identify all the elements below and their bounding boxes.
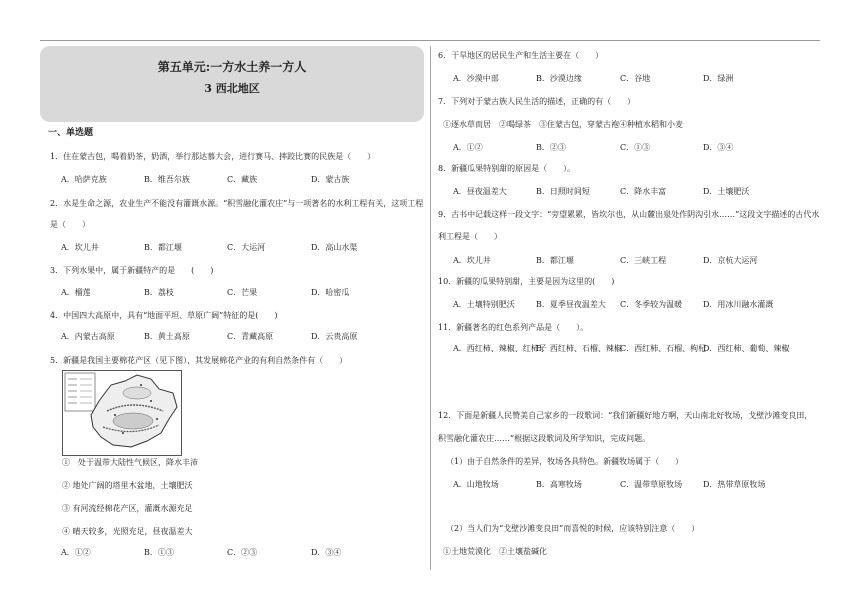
answer-option: A．坎儿井 — [453, 256, 491, 265]
answer-option: A．沙漠中部 — [453, 74, 499, 83]
answer-option: A．山地牧场 — [453, 480, 499, 489]
answer-option: B．荔枝 — [144, 288, 174, 297]
answer-option: B．②③ — [536, 143, 566, 152]
answer-option: D．土壤肥沃 — [703, 187, 750, 196]
answer-option: D．西红柿、葡萄、辣椒 — [703, 344, 790, 353]
top-rule — [40, 40, 820, 41]
question-text: 3．下列水果中，属于新疆特产的是 ( ) — [50, 266, 214, 275]
question-text: 积雪融化灌农庄……”根据这段歌词及所学知识，完成问题。 — [438, 434, 651, 443]
answer-option: C．降水丰富 — [620, 187, 667, 196]
answer-option: B．夏季昼夜温差大 — [536, 300, 606, 309]
statement-text: ③ 有河流经棉花产区，灌溉水源充足 — [62, 504, 193, 513]
answer-option: A．①② — [453, 143, 483, 152]
question-text: 10．新疆的瓜果特别甜，主要是因为这里的( ) — [438, 277, 615, 286]
question-text: 2．水是生命之源，农业生产不能没有灌溉水源。“积雪融化灌农庄”与一项著名的水利工程有关，这项工程 — [50, 199, 424, 208]
statement-text: ② 地处广阔的塔里木盆地，土壤肥沃 — [62, 481, 193, 490]
answer-option: C．大运河 — [227, 243, 266, 252]
answer-option: C．①③ — [620, 143, 651, 152]
question-text: 4．中国四大高原中，具有“地面平坦、草原广阔”特征的是( ) — [50, 311, 278, 320]
answer-option: B．黄土高原 — [144, 332, 190, 341]
answer-option: C．谷地 — [620, 74, 651, 83]
answer-option: D．绿洲 — [703, 74, 734, 83]
answer-option: A．哈萨克族 — [61, 175, 107, 184]
map-icon — [63, 371, 181, 455]
page-title: 第五单元:一方水土养一方人 — [157, 60, 307, 74]
question-text: ①逐水草而居 ②喝绿茶 ③住蒙古包，穿蒙古袍④种植水稻和小麦 — [443, 120, 683, 129]
answer-option: C．三峡工程 — [620, 256, 667, 265]
answer-option: B．都江堰 — [144, 243, 182, 252]
answer-option: B．西红柿、石榴、辣椒 — [536, 344, 622, 353]
answer-option: A．坎儿井 — [61, 243, 99, 252]
question-text: 5．新疆是我国主要棉花产区（见下图），其发展棉花产业的有利自然条件有（ ） — [50, 356, 348, 365]
answer-option: A．榴莲 — [61, 288, 91, 297]
answer-option: A．土壤特别肥沃 — [453, 300, 515, 309]
question-text: ①土地荒漠化 ②土壤盐碱化 — [443, 547, 547, 556]
answer-option: C．②③ — [227, 548, 258, 557]
answer-option: D．云贵高原 — [311, 332, 358, 341]
question-text: 1．住在蒙古包，喝着奶茶，奶酒，举行那达慕大会，进行赛马、摔跤比赛的民族是（ ） — [50, 152, 376, 161]
question-text: 8．新疆瓜果特别甜的原因是（ ）。 — [438, 164, 576, 173]
page-subtitle: 3 西北地区 — [204, 82, 260, 95]
section-title: 一、单选题 — [48, 128, 94, 138]
answer-option: C．芒果 — [227, 288, 258, 297]
cotton-region-map — [62, 370, 182, 456]
answer-option: D．用冰川融水灌溉 — [703, 300, 774, 309]
answer-option: B．高寒牧场 — [536, 480, 582, 489]
title-banner — [40, 46, 424, 122]
answer-option: D．③④ — [311, 548, 342, 557]
question-text: （1）由于自然条件的差异，牧场各具特色。新疆牧场属于（ ） — [446, 457, 684, 466]
answer-option: D．高山水渠 — [311, 243, 358, 252]
answer-option: B．维吾尔族 — [144, 175, 190, 184]
answer-option: D．哈密瓜 — [311, 288, 350, 297]
statement-text: ① 处于温带大陆性气候区，降水丰沛 — [62, 458, 198, 467]
answer-option: D．③④ — [703, 143, 734, 152]
column-divider — [430, 46, 431, 570]
answer-option: D．热带草原牧场 — [703, 480, 766, 489]
answer-option: A．昼夜温差大 — [453, 187, 507, 196]
answer-option: A．内蒙古高原 — [61, 332, 115, 341]
answer-option: A．①② — [61, 548, 91, 557]
question-text: （2）当人们为“戈壁沙滩变良田”而喜悦的时候，应该特别注意（ ） — [446, 524, 700, 533]
answer-option: C．青藏高原 — [227, 332, 274, 341]
question-text: 9．古书中记载这样一段文字：“旁望累累，皆坎尔也，从山麓出泉处作阴沟引水……”这段文字描述的古代水 — [438, 210, 820, 219]
statement-text: ④ 晴天较多，光照充足，昼夜温差大 — [62, 527, 193, 536]
answer-option: D．蒙古族 — [311, 175, 350, 184]
answer-option: A．西红柿、辣椒、红柿子 — [453, 344, 547, 353]
answer-option: C．西红柿、石榴、枸杞 — [620, 344, 707, 353]
question-text: 11．新疆著名的红色系列产品是（ ）。 — [438, 323, 589, 332]
answer-option: B．都江堰 — [536, 256, 574, 265]
answer-option: D．京杭大运河 — [703, 256, 758, 265]
question-text: 7．下列对于蒙古族人民生活的描述，正确的有（ ） — [438, 97, 636, 106]
question-text: 6．干旱地区的居民生产和生活主要在（ ） — [438, 51, 604, 60]
question-text: 12．下面是新疆人民赞美自己家乡的一段歌词：“我们新疆好地方啊，天山南北好牧场，戈壁沙滩变良田， — [438, 411, 813, 420]
question-text: 是（ ） — [50, 220, 90, 229]
question-text: 利工程是（ ） — [438, 232, 502, 241]
answer-option: B．①③ — [144, 548, 174, 557]
answer-option: C．藏族 — [227, 175, 258, 184]
answer-option: B．沙漠边缘 — [536, 74, 582, 83]
answer-option: B．日照时间短 — [536, 187, 590, 196]
answer-option: C．温带草原牧场 — [620, 480, 683, 489]
answer-option: C．冬季较为温暖 — [620, 300, 683, 309]
